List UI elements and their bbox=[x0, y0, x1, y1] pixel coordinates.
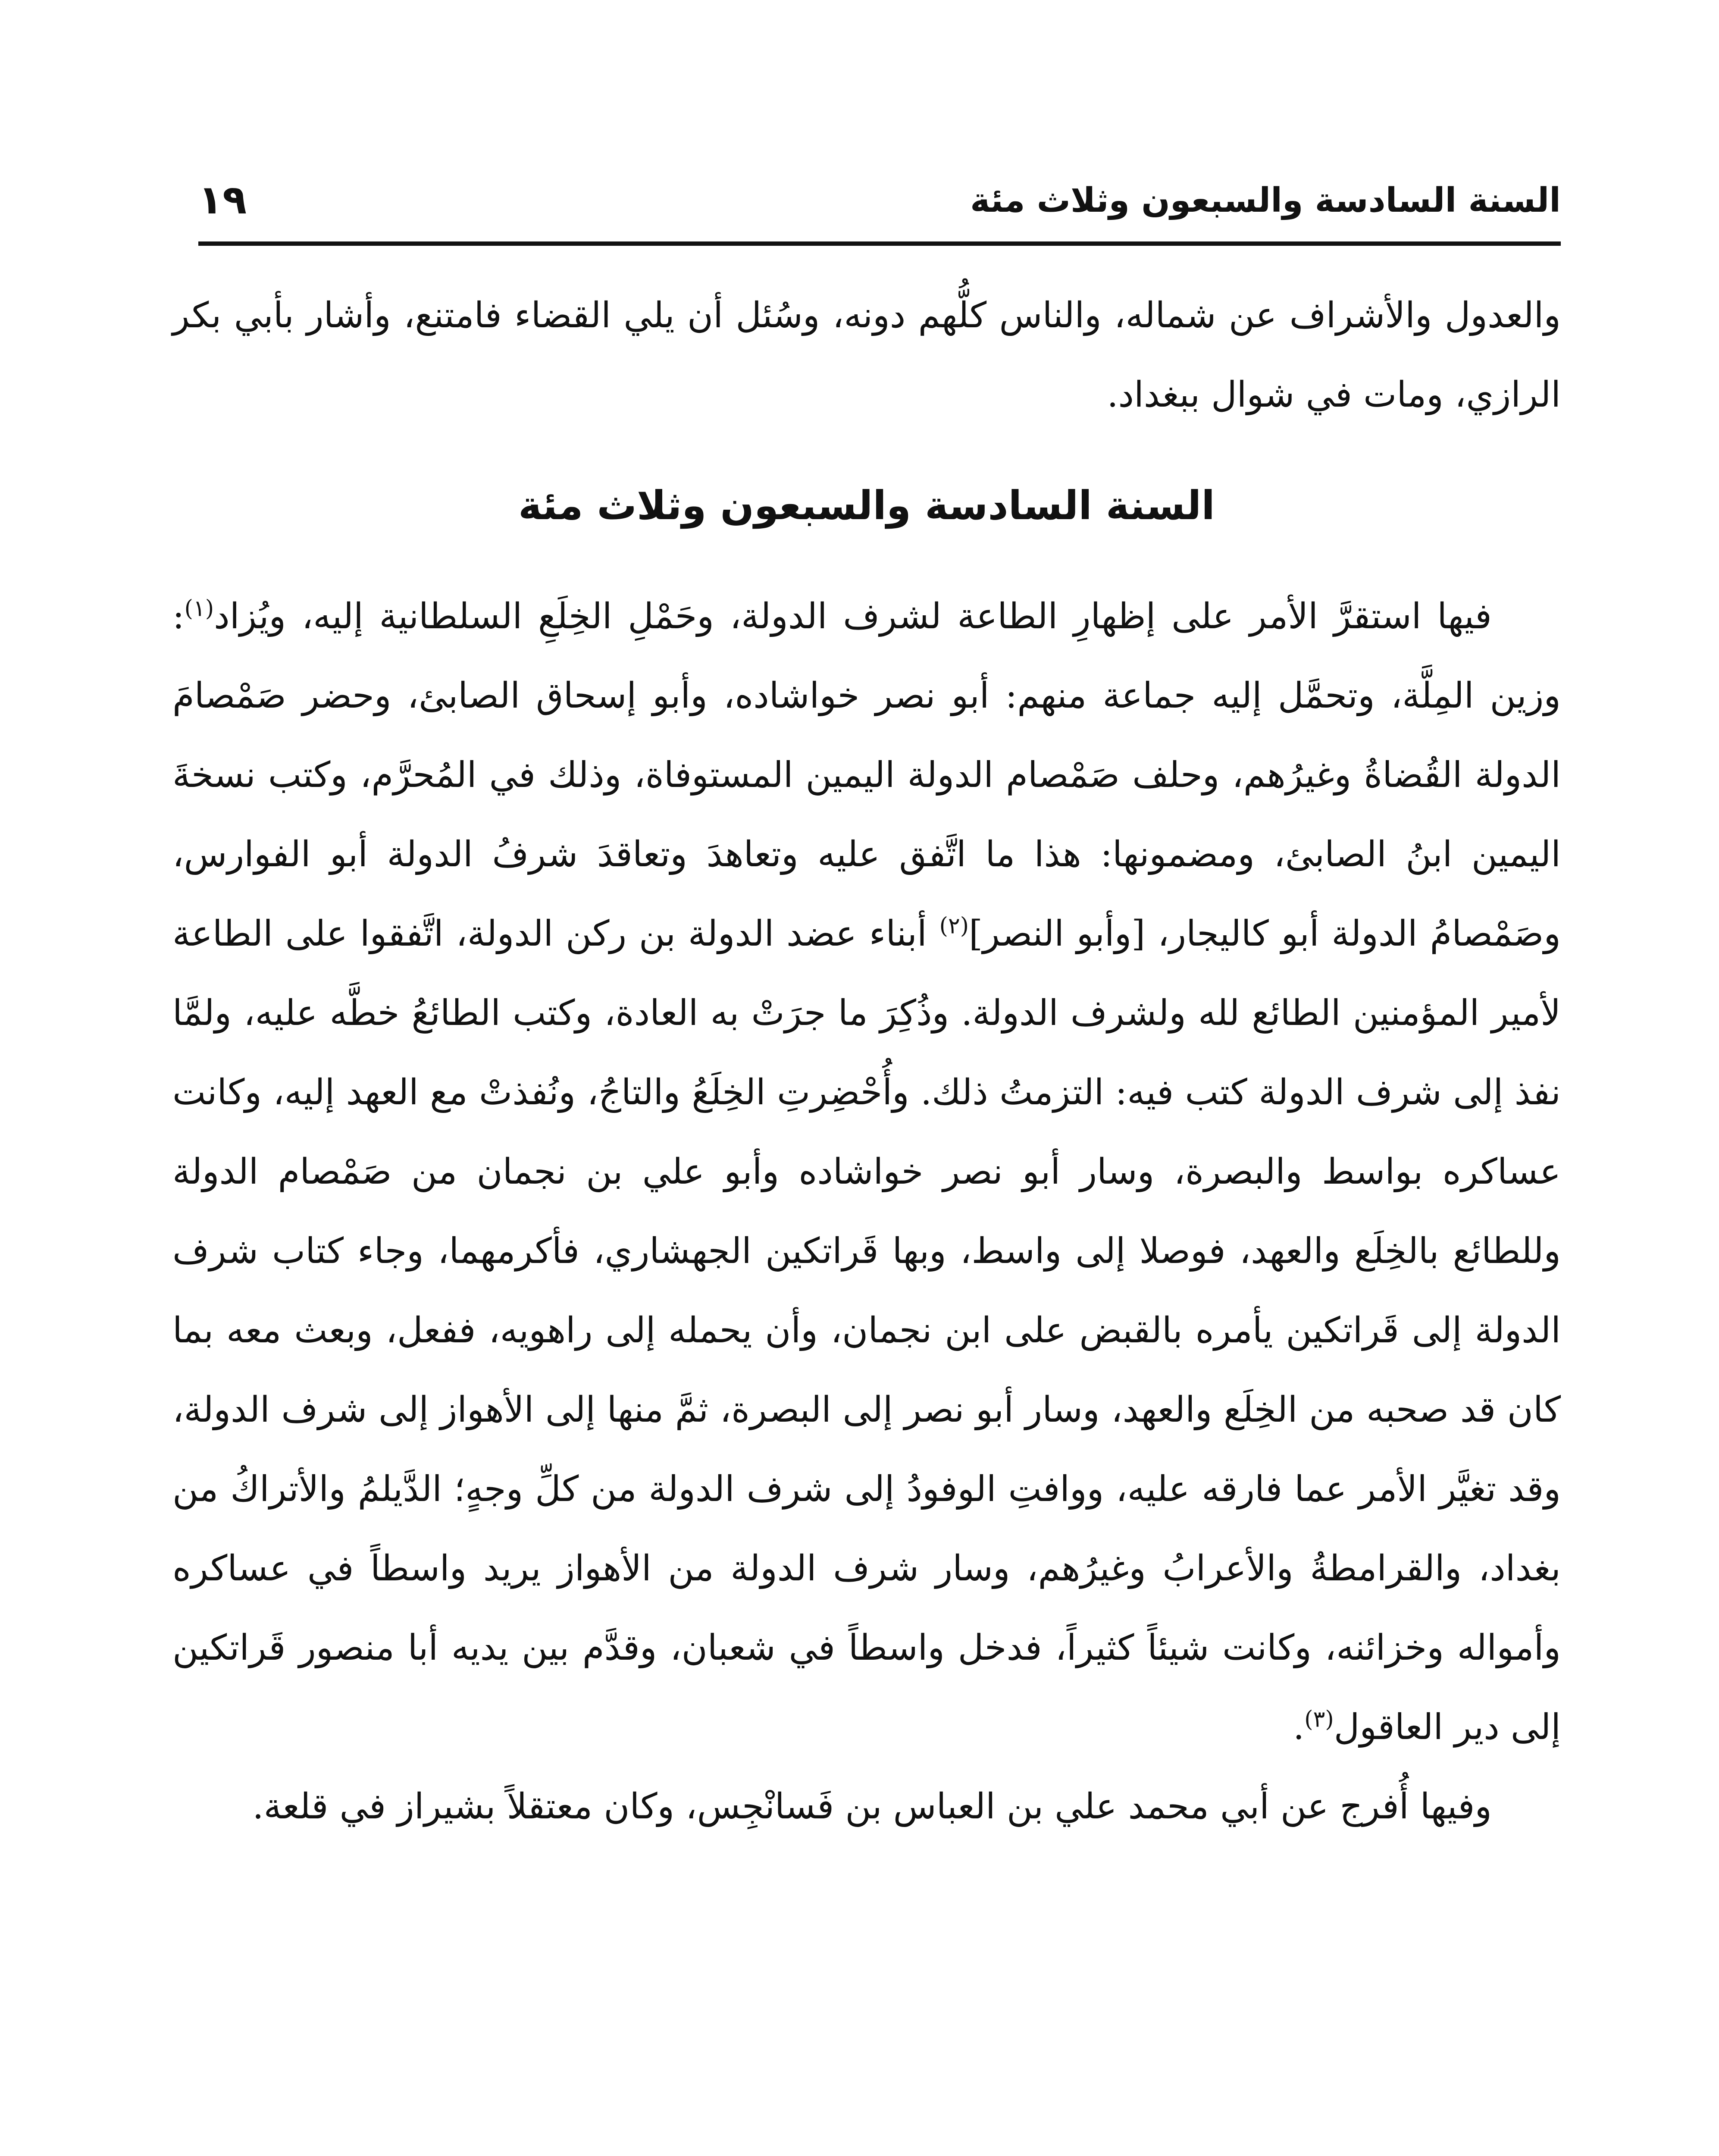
page-number: ١٩ bbox=[198, 177, 247, 223]
page-header bbox=[198, 172, 1561, 233]
paragraph-main-end: . bbox=[1293, 1707, 1305, 1748]
section-heading: السنة السادسة والسبعون وثلاث مئة bbox=[518, 483, 1215, 529]
footnote-ref-2: (٢) bbox=[939, 913, 969, 939]
header-rule bbox=[198, 241, 1561, 246]
paragraph-main-part1: فيها استقرَّ الأمر على إظهارِ الطاعة لشرف الدولة، وحَمْلِ الخِلَعِ السلطانية إليه، ويُزاد bbox=[214, 596, 1492, 637]
paragraph-main bbox=[172, 577, 1561, 1767]
paragraph-main-part3: أبناء عضد الدولة بن ركن الدولة، اتَّفقوا على الطاعة لأمير المؤمنين الطائع لله ولشرف الدولة. وذُكِرَ ما جرَتْ به العادة، وكتب الطائعُ خطَّه عليه، ولمَّا نفذ إلى شرف الدولة كتب فيه: التزمتُ ذلك. وأُحْضِرتِ الخِلَعُ والتاجُ، ونُفذتْ مع العهد إليه، وكانت عساكره بواسط والبصرة، وسار أبو نصر خواشاده وأبو علي بن نجمان من صَمْصام الدولة وللطائع بالخِلَع والعهد، فوصلا إلى واسط، وبها قَراتكين الجهشاري، فأكرمهما، وجاء كتاب شرف الدولة إلى قَراتكين يأمره بالقبض على ابن نجمان، وأن يحمله إلى راهويه، ففعل، وبعث معه بما كان قد صحبه من الخِلَع والعهد، وسار أبو نصر إلى البصرة، ثمَّ منها إلى الأهواز إلى شرف الدولة، وقد تغيَّر الأمر عما فارقه عليه، ووافتِ الوفودُ إلى شرف الدولة من كلِّ وجهٍ؛ الدَّيلمُ والأتراكُ من بغداد، والقرامطةُ والأعرابُ وغيرُهم، وسار شرف الدولة من الأهواز يريد واسطاً في عساكره وأمواله وخزائنه، وكانت شيئاً كثيراً، فدخل واسطاً في شعبان، وقدَّم بين يديه أبا منصور قَراتكين إلى دير العاقول bbox=[172, 913, 1561, 1748]
footnote-ref-3: (٣) bbox=[1304, 1706, 1334, 1733]
footnote-ref-1: (١) bbox=[184, 595, 214, 622]
main-text bbox=[172, 276, 1561, 1846]
paragraph-last: وفيها أُفرج عن أبي محمد علي بن العباس بن فَسانْجِس، وكان معتقلاً بشيراز في قلعة. bbox=[252, 1786, 1492, 1827]
paragraph-main-part2: : وزين المِلَّة، وتحمَّل إليه جماعة منهم: أبو نصر خواشاده، وأبو إسحاق الصابئ، وحضر صَمْصامَ الدولة القُضاةُ وغيرُهم، وحلف صَمْصام الدولة اليمين المستوفاة، وذلك في المُحرَّم، وكتب نسخةَ اليمين ابنُ الصابئ، ومضمونها: هذا ما اتَّفق عليه وتعاهدَ وتعاقدَ شرفُ الدولة أبو الفوارس، وصَمْصامُ الدولة أبو كاليجار، [وأبو النصر] bbox=[172, 596, 1561, 954]
running-title: السنة السادسة والسبعون وثلاث مئة bbox=[970, 181, 1561, 220]
paragraph-continuation: والعدول والأشراف عن شماله، والناس كلُّهم دونه، وسُئل أن يلي القضاء فامتنع، وأشار بأبي بكر الرازي، ومات في شوال ببغداد. bbox=[172, 295, 1561, 415]
